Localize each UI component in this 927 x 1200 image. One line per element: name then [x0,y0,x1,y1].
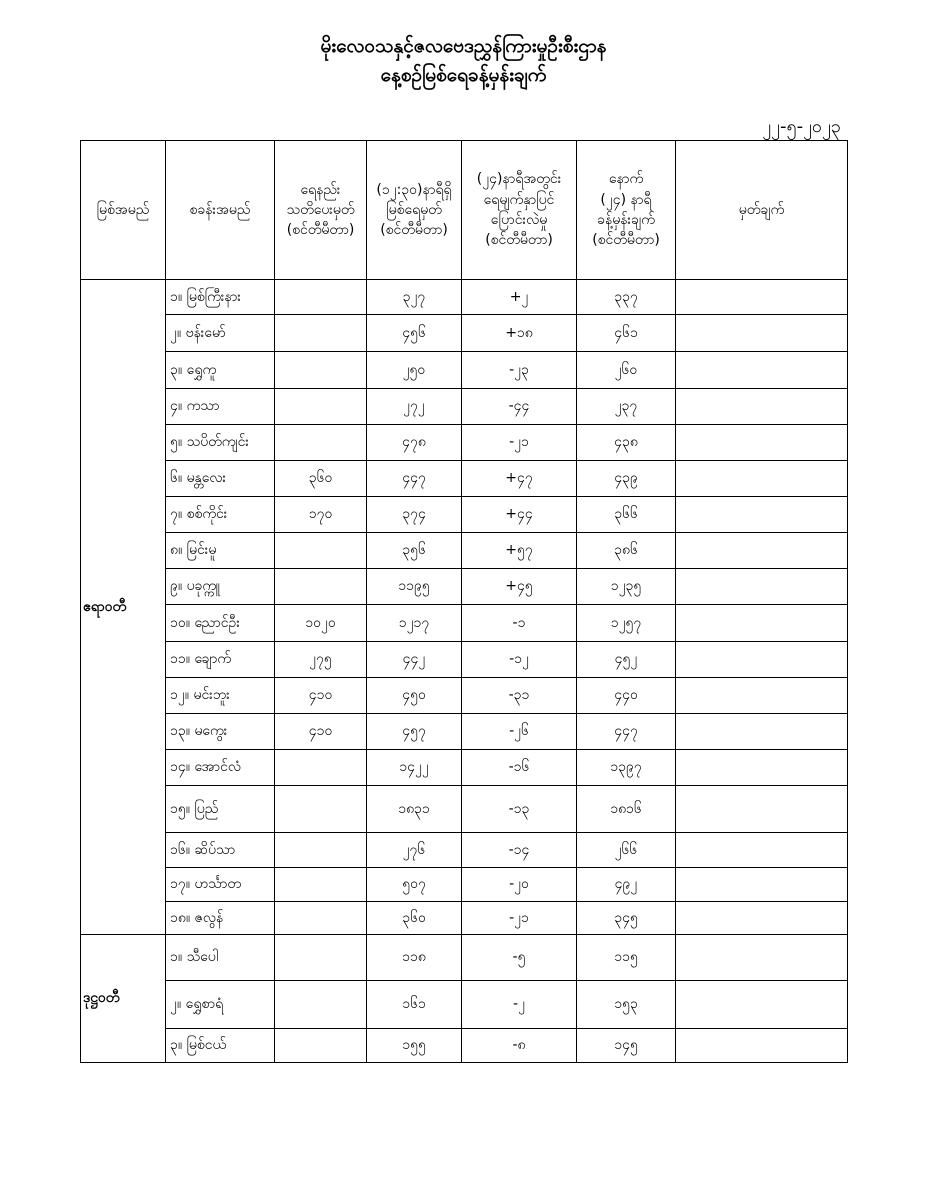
remark [676,935,848,981]
table-row [81,750,848,786]
water-level: ၃၇၄ [367,497,462,533]
water-level: ၁၄၂၂ [367,750,462,786]
table-row [81,678,848,714]
warning-level [275,981,367,1029]
station-name: ၇။ စစ်ကိုင်း [166,497,275,533]
table-row [81,425,848,461]
warning-level [275,280,367,315]
station-name: ၁၆။ ဆိပ်သာ [166,833,275,868]
level-change: -၄၄ [462,389,577,425]
table-row [81,280,848,315]
station-name: ၁၁။ ချောက် [166,642,275,678]
level-change: -၂၀ [462,868,577,902]
level-change: +၂ [462,280,577,315]
warning-level: ၄၁၀ [275,678,367,714]
level-change: +၄၄ [462,497,577,533]
remark [676,569,848,605]
table-row [81,315,848,352]
table-row [81,497,848,533]
water-level: ၄၄၂ [367,642,462,678]
remark [676,280,848,315]
table-row [81,461,848,497]
level-change: +၄၇ [462,461,577,497]
warning-level: ၃၆၀ [275,461,367,497]
water-level: ၁၂၁၇ [367,605,462,642]
station-name: ၉။ ပခုက္ကူ [166,569,275,605]
warning-level [275,1029,367,1063]
table-row [81,352,848,389]
warning-level [275,533,367,569]
remark [676,714,848,750]
water-level: ၁၅၅ [367,1029,462,1063]
forecast-level: ၁၅၃ [577,981,676,1029]
warning-level [275,569,367,605]
warning-level [275,935,367,981]
remark [676,389,848,425]
water-level: ၄၅၆ [367,315,462,352]
station-name: ၁၃။ မကွေး [166,714,275,750]
table-header-row [81,141,848,280]
station-name: ၁၀။ ညောင်ဦး [166,605,275,642]
table-row [81,642,848,678]
remark [676,533,848,569]
level-change: -၁ [462,605,577,642]
forecast-level: ၂၃၇ [577,389,676,425]
forecast-level: ၁၄၅ [577,1029,676,1063]
forecast-level: ၄၄၇ [577,714,676,750]
forecast-level: ၁၈၁၆ [577,786,676,833]
warning-level [275,833,367,868]
warning-level: ၂၇၅ [275,642,367,678]
station-name: ၃။ ရွှေကူ [166,352,275,389]
forecast-level: ၄၉၂ [577,868,676,902]
station-name: ၁၄။ အောင်လံ [166,750,275,786]
station-name: ၁၈။ ဇလွန် [166,902,275,935]
table-body [81,280,848,1063]
warning-level [275,868,367,902]
remark [676,786,848,833]
level-change: +၁၈ [462,315,577,352]
forecast-level: ၂၆၆ [577,833,676,868]
col-header-station: စခန်းအမည် [166,141,275,280]
water-level: ၄၇၈ [367,425,462,461]
station-name: ၁၂။ မင်းဘူး [166,678,275,714]
level-change: -၁၄ [462,833,577,868]
level-change: -၅ [462,935,577,981]
forecast-level: ၁၁၅ [577,935,676,981]
remark [676,315,848,352]
water-level: ၃၆၀ [367,902,462,935]
table-row [81,902,848,935]
table-row [81,389,848,425]
station-name: ၁။ သီပေါ [166,935,275,981]
remark [676,1029,848,1063]
forecast-level: ၄၃၉ [577,461,676,497]
table-row [81,786,848,833]
warning-level [275,425,367,461]
forecast-level: ၄၆၁ [577,315,676,352]
table-row [81,714,848,750]
water-level: ၂၇၆ [367,833,462,868]
level-change: +၄၅ [462,569,577,605]
table-row [81,605,848,642]
remark [676,678,848,714]
station-name: ၁၅။ ပြည် [166,786,275,833]
level-change: -၃၁ [462,678,577,714]
page-title: မိုးလေဝသနှင့်ဇလဗေဒညွှန်ကြားမှုဦးစီးဌာန [320,35,607,57]
col-header-remarks: မှတ်ချက် [676,141,848,280]
table-row [81,533,848,569]
station-name: ၅။ သပိတ်ကျင်း [166,425,275,461]
remark [676,902,848,935]
remark [676,425,848,461]
col-header-water-level: (၁၂:၃၀)နာရီရှိ မြစ်ရေမှတ် (စင်တီမီတာ) [367,141,462,280]
warning-level [275,902,367,935]
level-change: -၂၆ [462,714,577,750]
col-header-24h-change: (၂၄)နာရီအတွင်း ရေမျက်နှာပြင် ပြောင်းလဲမှု (စင်တီမီတာ) [462,141,577,280]
level-change: -၂၁ [462,902,577,935]
table-row [81,1029,848,1063]
river-name: ဒုဋ္ဌဝတီ [81,935,166,1063]
river-name: ဧရာဝတီ [81,280,166,935]
forecast-level: ၄၄၀ [577,678,676,714]
table-row [81,833,848,868]
remark [676,642,848,678]
station-name: ၁။ မြစ်ကြီးနား [166,280,275,315]
level-change: -၂၁ [462,425,577,461]
warning-level [275,786,367,833]
remark [676,605,848,642]
remark [676,352,848,389]
station-name: ၁၇။ ဟင်္သာတ [166,868,275,902]
water-level: ၃၅၆ [367,533,462,569]
station-name: ၄။ ကသာ [166,389,275,425]
table-row [81,935,848,981]
warning-level: ၄၁၀ [275,714,367,750]
forecast-level: ၃၈၆ [577,533,676,569]
level-change: -၁၂ [462,642,577,678]
level-change: -၂ [462,981,577,1029]
station-name: ၂။ ရွှေစာရံ [166,981,275,1029]
remark [676,868,848,902]
warning-level: ၁၀၂၀ [275,605,367,642]
river-level-table [80,140,848,1063]
remark [676,497,848,533]
remark [676,833,848,868]
water-level: ၄၅၀ [367,678,462,714]
water-level: ၄၅၇ [367,714,462,750]
forecast-level: ၄၃၈ [577,425,676,461]
water-level: ၁၁၉၅ [367,569,462,605]
warning-level [275,750,367,786]
forecast-level: ၁၂၅၇ [577,605,676,642]
warning-level: ၁၇၀ [275,497,367,533]
forecast-level: ၃၃၇ [577,280,676,315]
table-row [81,981,848,1029]
forecast-level: ၂၆၀ [577,352,676,389]
water-level: ၃၂၇ [367,280,462,315]
level-change: +၅၇ [462,533,577,569]
remark [676,750,848,786]
water-level: ၂၇၂ [367,389,462,425]
station-name: ၆။ မန္တလေး [166,461,275,497]
forecast-level: ၃၆၆ [577,497,676,533]
water-level: ၁၈၃၁ [367,786,462,833]
report-date: ၂၂-၅-၂၀၂၃ [762,116,841,137]
forecast-level: ၁၂၃၅ [577,569,676,605]
col-header-24h-forecast: နောက် (၂၄) နာရီ ခန့်မှန်းချက် (စင်တီမီတာ) [577,141,676,280]
station-name: ၈။ မြင်းမူ [166,533,275,569]
forecast-level: ၃၄၅ [577,902,676,935]
level-change: -၁၃ [462,786,577,833]
warning-level [275,315,367,352]
water-level: ၅၀၇ [367,868,462,902]
station-name: ၃။ မြစ်ငယ် [166,1029,275,1063]
warning-level [275,389,367,425]
water-level: ၁၆၁ [367,981,462,1029]
col-header-river: မြစ်အမည် [81,141,166,280]
level-change: -၈ [462,1029,577,1063]
table-row [81,868,848,902]
level-change: -၂၃ [462,352,577,389]
remark [676,461,848,497]
forecast-level: ၁၃၉၇ [577,750,676,786]
col-header-warning-level: ရေနည်း သတိပေးမှတ် (စင်တီမီတာ) [275,141,367,280]
page-subtitle: နေ့စဉ်မြစ်ရေခန့်မှန်းချက် [380,64,547,86]
water-level: ၁၁၈ [367,935,462,981]
station-name: ၂။ ဗန်းမော် [166,315,275,352]
forecast-level: ၄၅၂ [577,642,676,678]
water-level: ၄၄၇ [367,461,462,497]
remark [676,981,848,1029]
warning-level [275,352,367,389]
water-level: ၂၅၀ [367,352,462,389]
table-row [81,569,848,605]
level-change: -၁၆ [462,750,577,786]
